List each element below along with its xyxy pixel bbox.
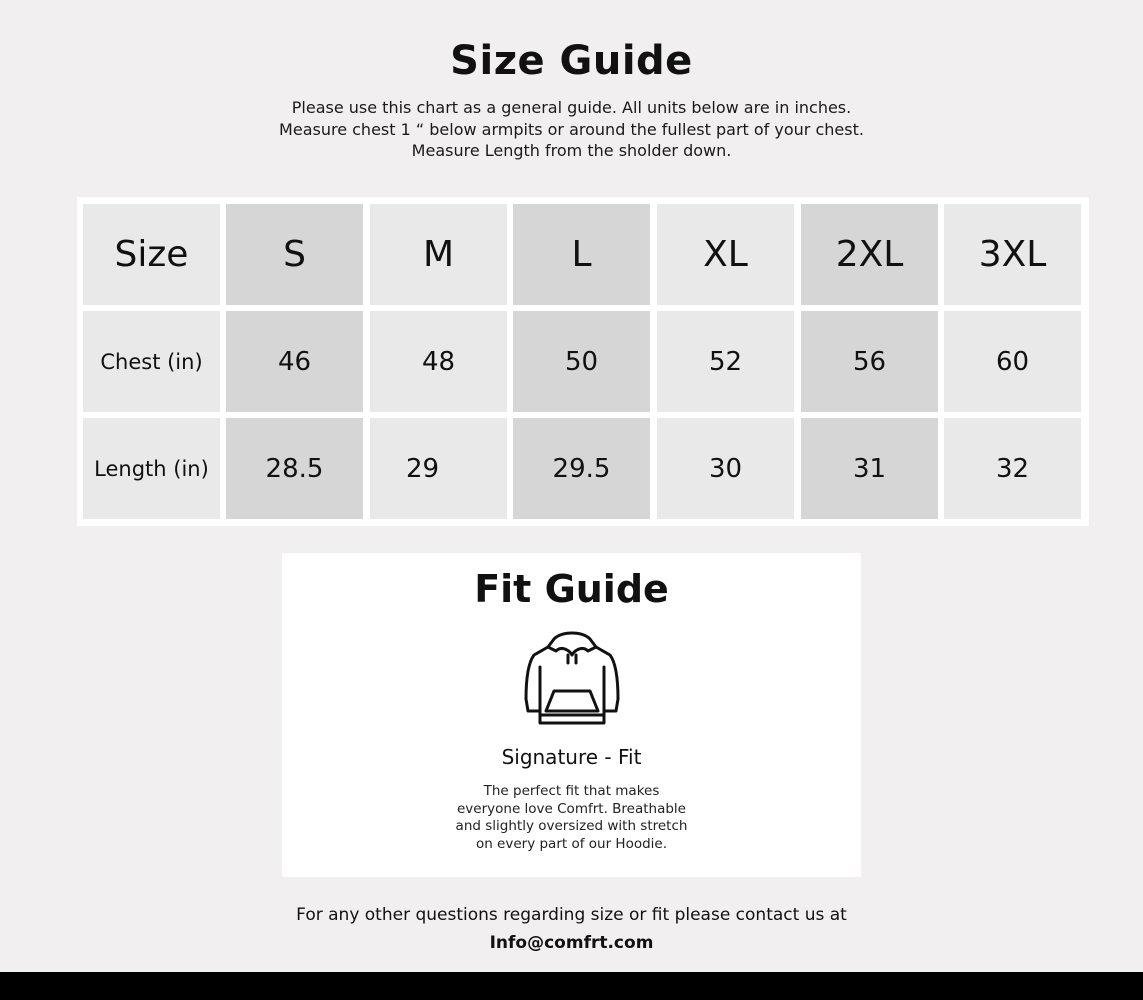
header-cell-xl: XL — [657, 204, 794, 305]
fit-guide-card — [282, 553, 861, 877]
fit-description — [282, 783, 861, 853]
contact-text: For any other questions regarding size or fit please contact us at — [296, 905, 847, 925]
table-cell: 60 — [944, 311, 1081, 412]
hoodie-icon — [524, 629, 620, 729]
intro-line: Measure chest 1 “ below armpits or around the fullest part of your chest. — [279, 119, 864, 139]
row-label-chest: Chest (in) — [83, 311, 220, 412]
table-cell: 52 — [657, 311, 794, 412]
size-table — [77, 197, 1089, 526]
intro-line: Please use this chart as a general guide. All units below are in inches. — [291, 98, 852, 117]
header-cell-m: M — [370, 204, 507, 305]
table-cell: 50 — [513, 311, 650, 412]
header-cell-l: L — [513, 204, 650, 305]
size-guide-intro — [0, 97, 1143, 162]
header-cell-size: Size — [83, 204, 220, 305]
header-cell-s: S — [226, 204, 363, 305]
intro-line: Measure Length from the sholder down. — [411, 141, 732, 160]
header-cell-3xl: 3XL — [944, 204, 1081, 305]
table-cell: 30 — [657, 418, 794, 519]
size-guide-title: Size Guide — [450, 38, 693, 84]
table-cell: 29.5 — [513, 418, 650, 519]
fit-description-line: everyone love Comfrt. Breathable — [456, 800, 686, 817]
table-cell: 46 — [226, 311, 363, 412]
fit-description-line: on every part of our Hoodie. — [475, 835, 668, 852]
header-cell-2xl: 2XL — [801, 204, 938, 305]
table-cell: 48 — [370, 311, 507, 412]
table-cell: 31 — [801, 418, 938, 519]
fit-description-line: The perfect fit that makes — [483, 783, 660, 799]
table-cell: 32 — [944, 418, 1081, 519]
row-label-length: Length (in) — [83, 418, 220, 519]
fit-guide-title: Fit Guide — [474, 567, 669, 611]
table-cell: 56 — [801, 311, 938, 412]
table-cell: 29 — [370, 418, 507, 519]
contact-email-link[interactable]: Info@comfrt.com — [489, 933, 654, 953]
bottom-bar — [0, 972, 1143, 1000]
fit-description-line: and slightly oversized with stretch — [455, 818, 688, 834]
table-cell: 28.5 — [226, 418, 363, 519]
fit-name: Signature - Fit — [501, 745, 642, 769]
